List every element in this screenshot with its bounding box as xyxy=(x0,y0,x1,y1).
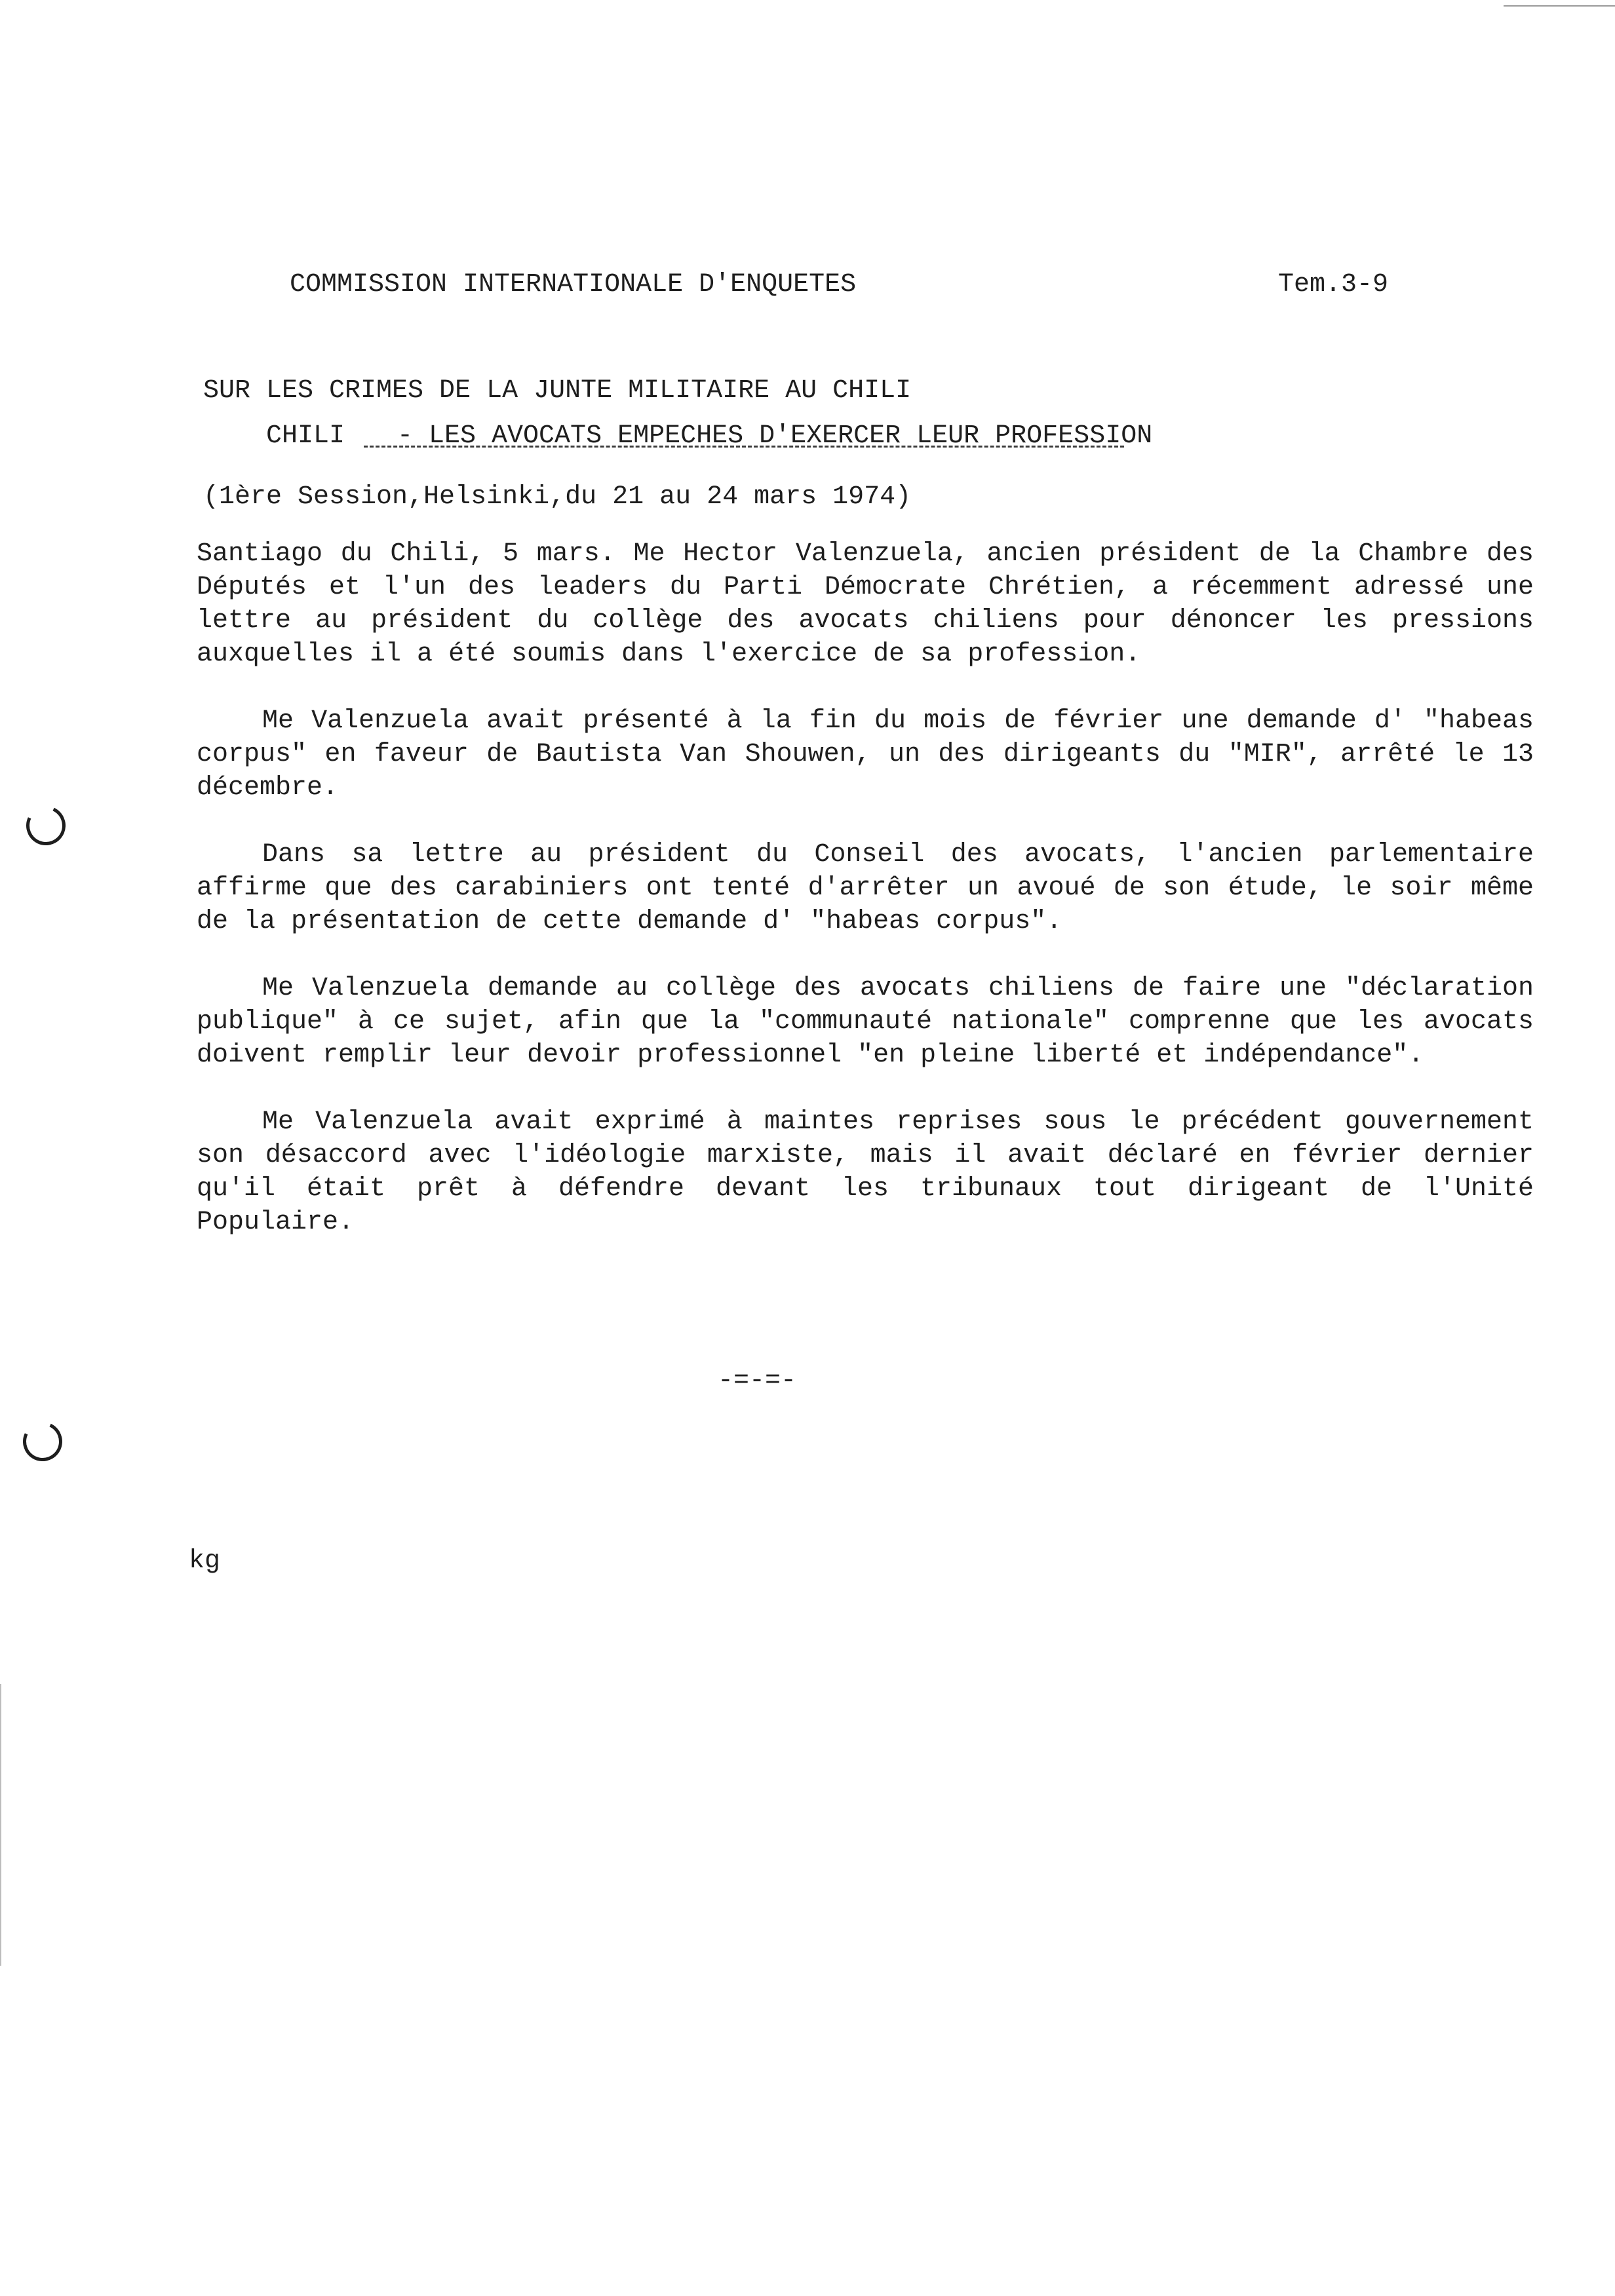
section-separator: -=-=- xyxy=(718,1366,797,1396)
header-line: SUR LES CRIMES DE LA JUNTE MILITAIRE AU CHILI xyxy=(203,376,912,406)
commission-header xyxy=(203,197,911,586)
paragraph: Me Valenzuela demande au collège des avocats chiliens de faire une "déclaration publique" à ce sujet, afin que la "communauté nationale" comprenne que les avocats doivent remplir leur devoir professionnel "en pleine liberté et indépendance". xyxy=(197,974,1534,1070)
paragraph: Dans sa lettre au président du Conseil des avocats, l'ancien parlementaire affirme que des carabiniers ont tenté d'arrêter un avoué de son étude, le soir même de la présentation de cette demande d' "habeas corpus". xyxy=(197,840,1534,936)
typist-initials: kg xyxy=(189,1546,221,1576)
document-title xyxy=(203,392,1152,480)
document-body xyxy=(197,537,1534,1272)
title-underline xyxy=(364,446,1124,448)
title-text: - LES AVOCATS EMPECHES D'EXERCER LEUR PROFESSION xyxy=(397,421,1153,451)
document-reference: Tem.3-9 xyxy=(1278,270,1389,299)
punch-hole-icon xyxy=(18,1417,68,1467)
header-line: COMMISSION INTERNATIONALE D'ENQUETES xyxy=(290,270,857,299)
paragraph: Me Valenzuela avait présenté à la fin du mois de février une demande d' "habeas corpus" en faveur de Bautista Van Shouwen, un des dirigeants du "MIR", arrêté le 13 décembre. xyxy=(197,706,1534,803)
scan-edge-mark xyxy=(0,1684,1,1966)
paragraph: Santiago du Chili, 5 mars. Me Hector Valenzuela, ancien président de la Chambre des Députés et l'un des leaders du Parti Démocrate Chrétien, a récemment adressé une lettre au président du collège des avocats chiliens pour dénoncer les pressions auxquelles il a été soumis dans l'exercice de sa profession. xyxy=(197,539,1534,669)
punch-hole-icon xyxy=(21,801,71,851)
scan-edge-mark xyxy=(1504,5,1615,7)
paragraph: Me Valenzuela avait exprimé à maintes reprises sous le précédent gouvernement son désaccord avec l'idéologie marxiste, mais il avait déclaré en février dernier qu'il était prêt à défendre devant les tribunaux tout dirigeant de l'Unité Populaire. xyxy=(197,1107,1534,1237)
header-line: (1ère Session,Helsinki,du 21 au 24 mars 1974) xyxy=(203,482,912,512)
title-country: CHILI xyxy=(266,421,345,451)
